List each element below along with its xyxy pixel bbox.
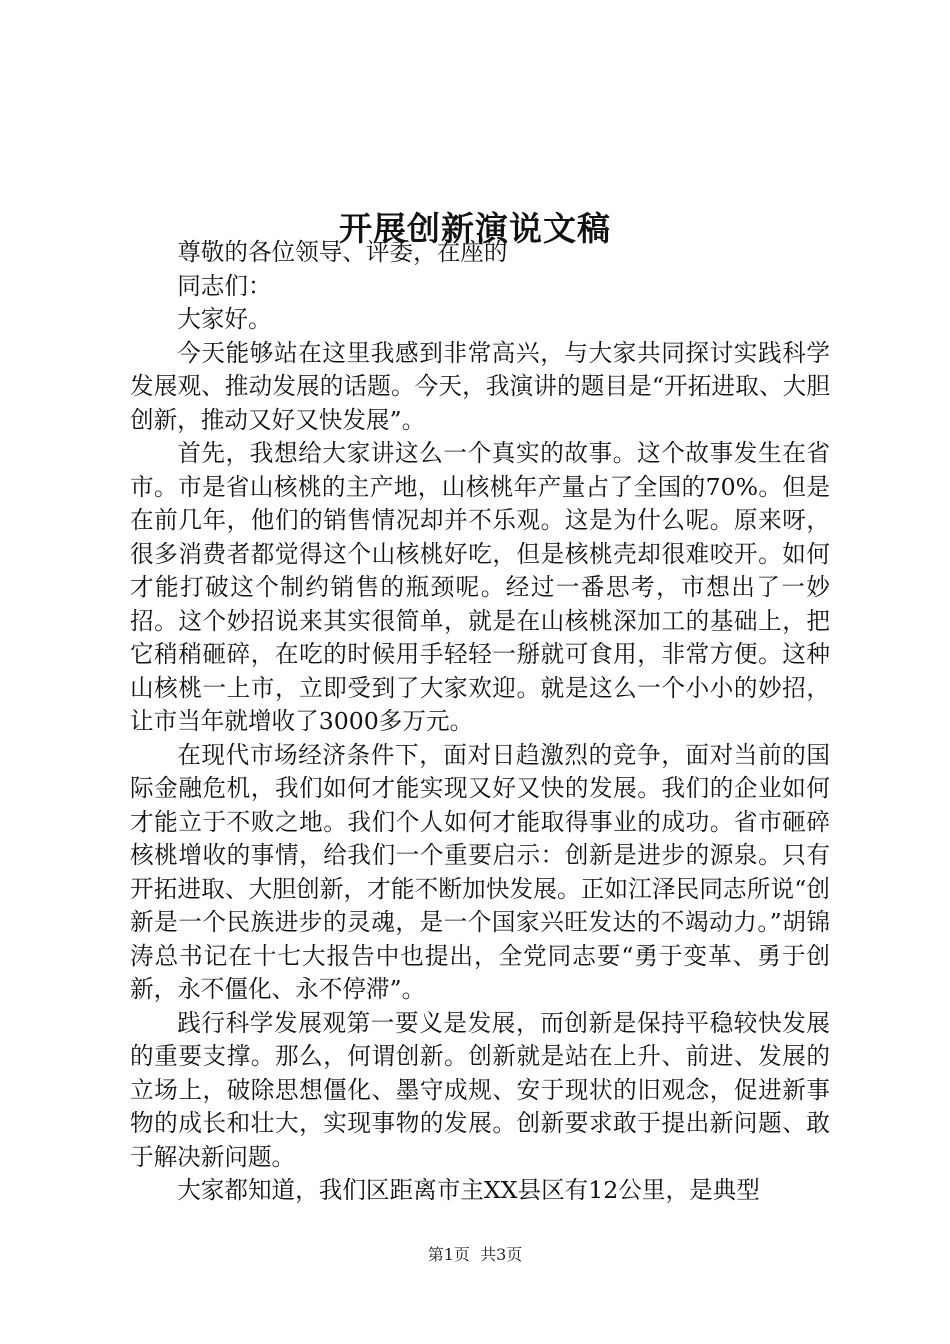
document-body: [130, 236, 830, 1208]
page-number: 第1页: [427, 1245, 470, 1264]
paragraph-market: 在现代市场经济条件下，面对日趋激烈的竞争，面对当前的国际金融危机，我们如何才能实现又好又快的发展。我们的企业如何才能立于不败之地。我们个人如何才能取得事业的成功。省市砸碎核桃增收的事情，给我们一个重要启示：创新是进步的源泉。只有开拓进取、大胆创新，才能不断加快发展。正如江泽民同志所说“创新是一个民族进步的灵魂，是一个国家兴旺发达的不竭动力。”胡锦涛总书记在十七大报告中也提出，全党同志要“勇于变革、勇于创新，永不僵化、永不停滞”。: [130, 740, 830, 1003]
page-footer: [0, 1243, 950, 1267]
salutation-line-2: 同志们：: [177, 271, 272, 300]
greeting-line: 大家好。: [177, 305, 272, 333]
paragraph-district: 大家都知道，我们区距离市主XX县区有12公里，是典型: [177, 1176, 760, 1204]
paragraph-story: 首先，我想给大家讲这么一个真实的故事。这个故事发生在省市。市是省山核桃的主产地，山核桃年产量占了全国的70%。但是在前几年，他们的销售情况却并不乐观。这是为什么呢。原来呀，很多消费者都觉得这个山核桃好吃，但是核桃壳却很难咬开。如何才能打破这个制约销售的瓶颈呢。经过一番思考，市想出了一妙招。这个妙招说来其实很简单，就是在山核桃深加工的基础上，把它稍稍砸碎，在吃的时候用手轻轻一掰就可食用，非常方便。这种山核桃一上市，立即受到了大家欢迎。就是这么一个小小的妙招，让市当年就增收了3000多万元。: [130, 439, 830, 735]
salutation-line-1: 尊敬的各位领导、评委，在座的: [177, 238, 508, 266]
page-total: 共3页: [480, 1245, 523, 1264]
paragraph-intro: 今天能够站在这里我感到非常高兴，与大家共同探讨实践科学发展观、推动发展的话题。今天，我演讲的题目是“开拓进取、大胆创新，推动又好又快发展”。: [130, 338, 830, 434]
document-title: 开展创新演说文稿: [339, 209, 611, 249]
paragraph-innovation: 践行科学发展观第一要义是发展，而创新是保持平稳较快发展的重要支撑。那么，何谓创新。创新就是站在上升、前进、发展的立场上，破除思想僵化、墨守成规、安于现状的旧观念，促进新事物的成长和壮大，实现事物的发展。创新要求敢于提出新问题、敢于解决新问题。: [130, 1008, 830, 1171]
